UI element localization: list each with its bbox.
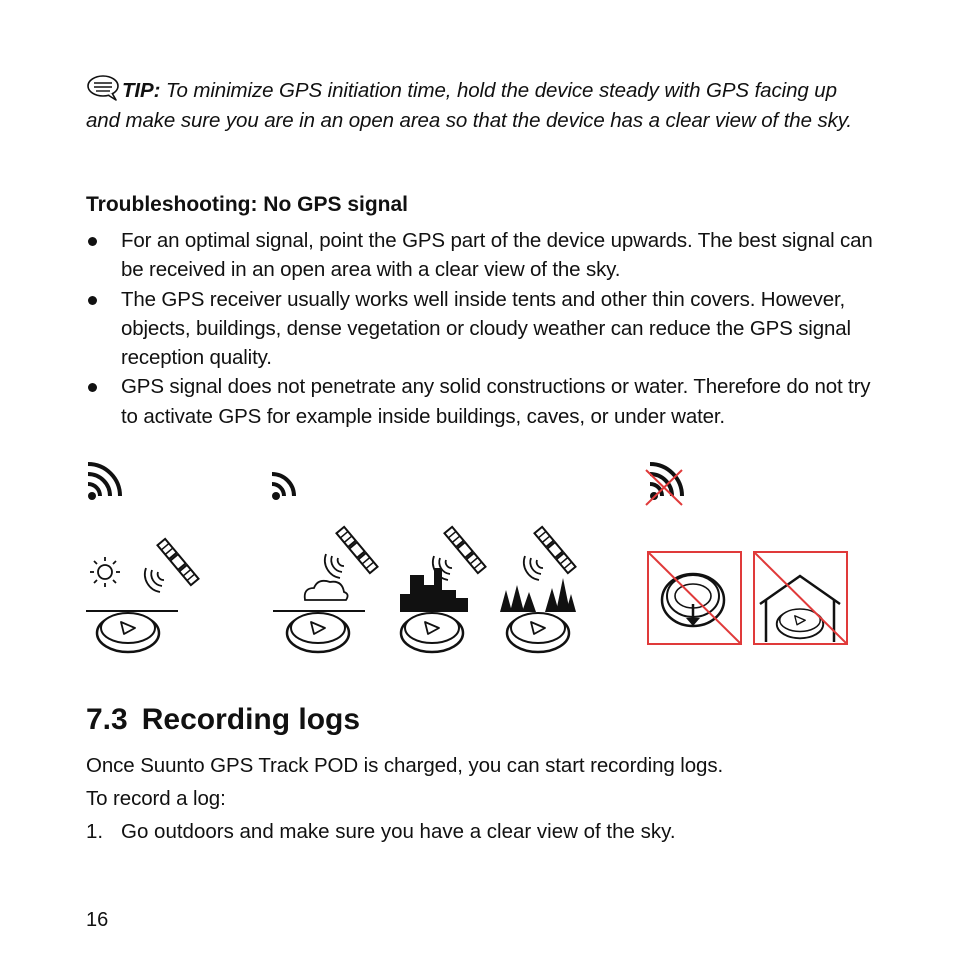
tip-label: TIP: <box>122 79 161 102</box>
signal-waves-icon <box>325 554 344 578</box>
page-number: 16 <box>86 909 109 931</box>
section-title-text: Recording logs <box>141 703 361 736</box>
list-item: For an optimal signal, point the GPS part of the device upwards. The best signal can be received in an open area with a clear view of the sky. <box>86 226 876 285</box>
house-icon <box>754 552 847 644</box>
gps-signal-illustration <box>0 460 954 660</box>
satellite-icon <box>534 527 575 573</box>
list-item: The GPS receiver usually works well inside tents and other thin covers. However, objects, buildings, dense vegetation or cloudy weather can reduce the GPS signal reception quality. <box>86 285 876 373</box>
tip-text: To minimize GPS initiation time, hold the device steady with GPS facing up and make sure you are in an open area so that the device has a clear view of the sky. <box>86 79 853 132</box>
buildings-icon <box>400 568 468 612</box>
step-number: 1. <box>86 820 104 843</box>
gps-pod-icon <box>401 613 463 652</box>
gps-pod-icon <box>507 613 569 652</box>
sun-icon <box>90 557 120 587</box>
signal-waves-icon <box>145 568 164 592</box>
section-title <box>86 700 360 740</box>
signal-waves-icon <box>524 556 543 580</box>
step-item <box>86 818 676 846</box>
list-item: GPS signal does not penetrate any solid constructions or water. Therefore do not try to activate GPS for example inside buildings, caves, or under water. <box>86 372 876 431</box>
speech-bubble-icon <box>86 75 122 101</box>
satellite-icon <box>444 527 485 573</box>
signal-none-icon <box>646 464 682 505</box>
section-number: 7.3 <box>86 703 128 736</box>
troubleshooting-heading: Troubleshooting: No GPS signal <box>86 193 409 216</box>
satellite-icon <box>157 539 198 585</box>
bullet-dot <box>88 237 97 246</box>
bullet-dot <box>88 296 97 305</box>
water-icon <box>648 552 741 644</box>
section-intro: Once Suunto GPS Track POD is charged, you can start recording logs. <box>86 754 724 777</box>
cloud-icon <box>305 581 348 600</box>
gps-pod-icon <box>287 613 349 652</box>
trees-icon <box>500 578 576 612</box>
step-text: Go outdoors and make sure you have a clear view of the sky. <box>121 820 676 843</box>
signal-strong-icon <box>88 464 120 500</box>
tip-paragraph <box>86 75 876 135</box>
troubleshooting-list <box>86 226 876 431</box>
section-lead: To record a log: <box>86 787 226 810</box>
gps-pod-icon <box>97 613 159 652</box>
signal-weak-icon <box>272 474 294 500</box>
bullet-dot <box>88 383 97 392</box>
